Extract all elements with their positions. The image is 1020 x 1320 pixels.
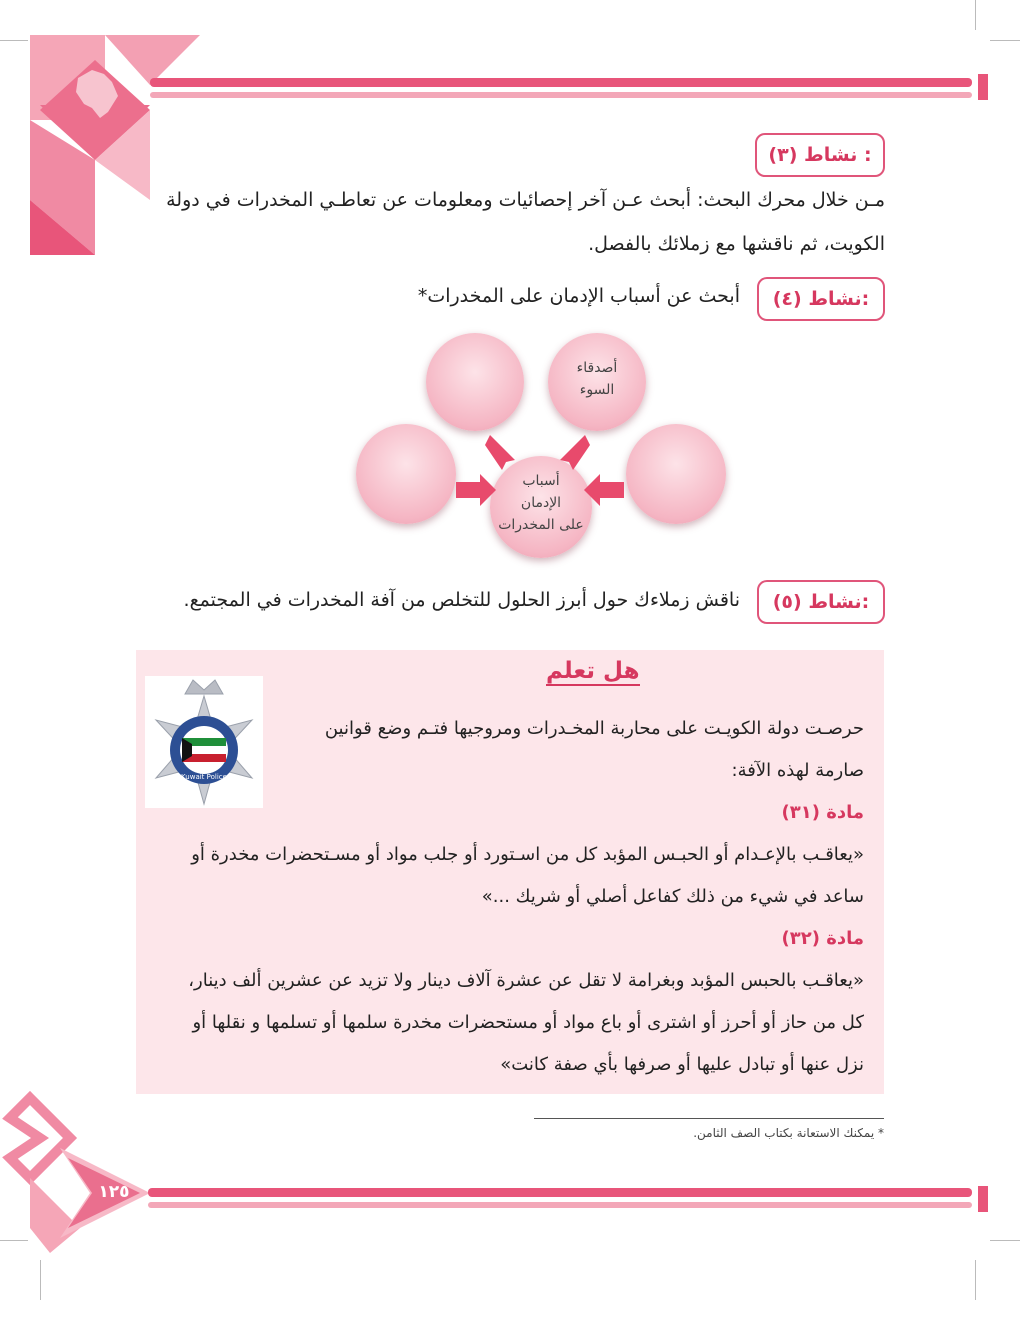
arrow-left <box>456 474 496 506</box>
arrow-right <box>584 474 624 506</box>
page-number: ١٢٥ <box>98 1182 130 1202</box>
article32-line1: «يعاقـب بالحبس المؤبد وبغرامة لا تقل عن عشرة آلاف دينار ولا تزيد عن عشرين ألف دينار، <box>188 970 864 991</box>
center-label-1: أسباب <box>522 473 560 489</box>
cause-circle-right <box>626 424 726 524</box>
crop-mark <box>975 1260 976 1300</box>
crown-icon <box>185 680 223 694</box>
header-bar-thin <box>150 92 972 98</box>
footer-bar-thin <box>148 1202 972 1208</box>
intro-line2: صارمة لهذه الآفة: <box>731 760 864 781</box>
center-label-2: الإدمان <box>520 495 562 511</box>
crop-mark <box>990 1240 1020 1241</box>
header-bar-end <box>978 74 988 100</box>
activity3-line2: الكويت، ثم ناقشها مع زملائك بالفصل. <box>588 233 885 255</box>
activity5-label: نشاط (٥): <box>757 580 885 624</box>
center-label-3: على المخدرات <box>498 517 584 533</box>
footer-bar <box>148 1188 972 1197</box>
article32-line2: كل من حاز أو أحرز أو اشترى أو باع مواد أو مستحضرات مخدرة سلمها أو تسلمها و نقلها أو <box>192 1012 864 1033</box>
article31-line1: «يعاقـب بالإعـدام أو الحبـس المؤبد كل من اسـتورد أو جلب مواد أو مسـتحضرات مخدرة أو <box>191 844 864 865</box>
article31-title: مادة (٣١) <box>781 802 864 823</box>
badge-text: Kuwait Police <box>181 773 227 781</box>
activity3-label: نشاط (٣) : <box>755 133 885 177</box>
friends-label-2: السوء <box>579 382 615 398</box>
activity4-label: نشاط (٤): <box>757 277 885 321</box>
cause-circle-friends <box>548 333 646 431</box>
article32-title: مادة (٣٢) <box>781 928 864 949</box>
header-bar <box>150 78 972 87</box>
cause-circle-top-left <box>426 333 524 431</box>
footer-bar-end <box>978 1186 988 1212</box>
activity5-text: ناقش زملاءك حول أبرز الحلول للتخلص من آفة المخدرات في المجتمع. <box>183 589 740 611</box>
did-you-know-title: هل تعلم <box>546 658 640 684</box>
diagram-arrows <box>440 420 640 530</box>
article31-line2: ساعد في شيء من ذلك كفاعل أصلي أو شريك ...» <box>481 886 864 907</box>
arrow-top-right <box>560 435 590 470</box>
activity3-line1: مـن خلال محرك البحث: أبحث عـن آخر إحصائيات ومعلومات عن تعاطـي المخدرات في دولة <box>166 189 885 211</box>
intro-line1: حرصـت دولة الكويـت على محاربة المخـدرات ومروجيها فتـم وضع قوانين <box>324 718 864 739</box>
crop-mark <box>0 1240 28 1241</box>
crop-mark <box>40 1260 41 1300</box>
crop-mark <box>990 40 1020 41</box>
arrow-top-left <box>485 435 515 470</box>
crop-mark <box>975 0 976 30</box>
activity4-text: أبحث عن أسباب الإدمان على المخدرات* <box>417 285 740 307</box>
friends-label-1: أصدقاء <box>576 360 618 376</box>
article32-line3: نزل عنها أو تبادل عليها أو صرفها بأي صفة كانت» <box>500 1054 864 1075</box>
footnote: * يمكنك الاستعانة بكتاب الصف الثامن. <box>693 1126 884 1140</box>
footer-decoration <box>0 1088 160 1258</box>
footnote-divider <box>534 1118 884 1119</box>
kuwait-police-badge <box>145 676 263 808</box>
crop-mark <box>0 40 28 41</box>
